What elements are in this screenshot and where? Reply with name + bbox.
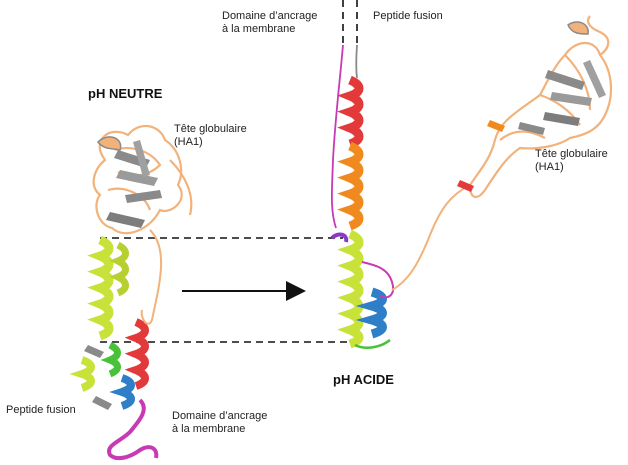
helix-green-left [110,345,118,374]
central-helix-red [350,80,359,144]
head-connector-loop [392,185,470,290]
domaine-ancrage-bottom-label: Domaine d’ancrage à la membrane [172,410,268,435]
domaine-ancrage-top-label: Domaine d’ancrage à la membrane [222,10,318,35]
central-helix-yellow [350,234,359,344]
stem-helix-yellow-left [100,240,126,336]
tete-globulaire-left-label: Tête globulaire (HA1) [174,123,247,148]
anchor-loop-magenta-top [332,45,343,228]
helix-blue-right [372,292,383,334]
beta-sheets-left [98,137,162,228]
fusion-helix-yellow-left [82,360,91,388]
ph-acide-label: pH ACIDE [333,372,394,387]
ha-structure-acidic [332,16,611,348]
ha-structure-neutral [82,126,191,458]
ph-neutre-label: pH NEUTRE [88,86,163,101]
beta-sheets-right [457,22,606,192]
peptide-loop-top [356,45,357,78]
peptide-fusion-top-label: Peptide fusion [373,10,443,22]
loop-orange-left [142,230,161,324]
stem-helix-red-left [136,322,145,386]
purple-turn-right [332,235,346,242]
helix-blue-left [122,378,131,406]
central-helix-orange [350,146,359,226]
tete-globulaire-right-label: Tête globulaire (HA1) [535,148,608,173]
anchor-magenta-left [109,400,156,458]
globular-head-right [470,16,611,197]
peptide-fusion-bottom-label: Peptide fusion [6,404,76,416]
